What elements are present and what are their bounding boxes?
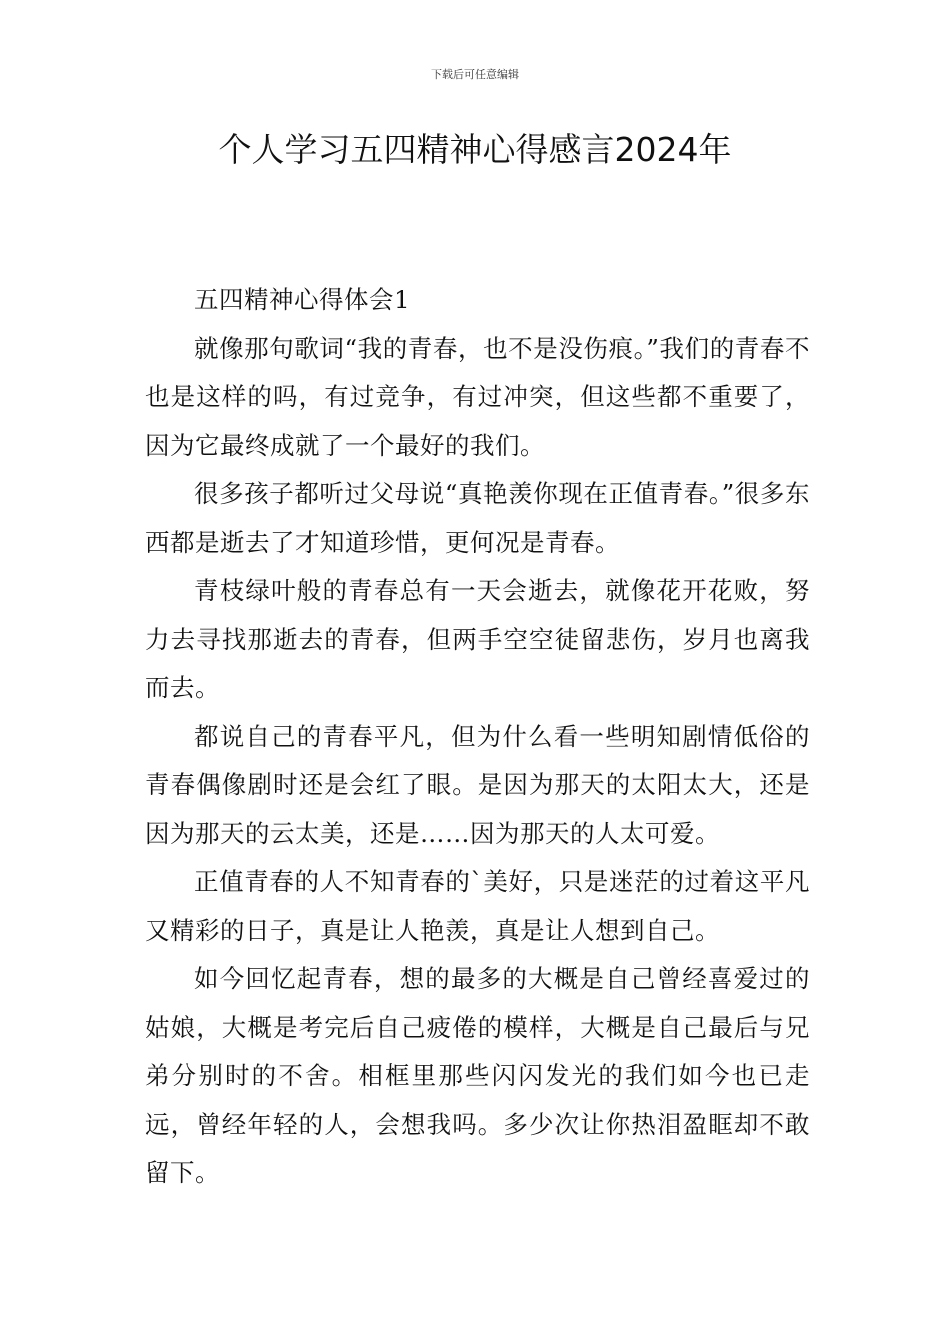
paragraph: 如今回忆起青春，想的最多的大概是自己曾经喜爱过的姑娘，大概是考完后自己疲倦的模样，大概是自己最后与兄弟分别时的不舍。相框里那些闪闪发光的我们如今也已走远，曾经年轻的人，会想我吗。多少次让你热泪盈眶却不敢留下。 — [145, 964, 810, 1187]
paragraph: 正值青春的人不知青春的`美好，只是迷茫的过着这平凡又精彩的日子，真是让人艳羡，真是让人想到自己。 — [145, 867, 810, 945]
paragraph: 都说自己的青春平凡，但为什么看一些明知剧情低俗的青春偶像剧时还是会红了眼。是因为那天的太阳太大，还是因为那天的云太美，还是……因为那天的人太可爱。 — [145, 721, 810, 848]
paragraph: 很多孩子都听过父母说“真艳羡你现在正值青春。”很多东西都是逝去了才知道珍惜，更何况是青春。 — [145, 479, 810, 557]
document-title: 个人学习五四精神心得感言2024年 — [218, 130, 732, 169]
document-body — [145, 276, 810, 1198]
paragraph: 青枝绿叶般的青春总有一天会逝去，就像花开花败，努力去寻找那逝去的青春，但两手空空徒留悲伤，岁月也离我而去。 — [145, 576, 810, 702]
section-heading: 五四精神心得体会1 — [194, 285, 411, 314]
paragraph: 就像那句歌词“我的青春，也不是没伤痕。”我们的青春不也是这样的吗，有过竞争，有过冲突，但这些都不重要了，因为它最终成就了一个最好的我们。 — [145, 333, 810, 460]
header-note: 下载后可任意编辑 — [431, 68, 519, 81]
